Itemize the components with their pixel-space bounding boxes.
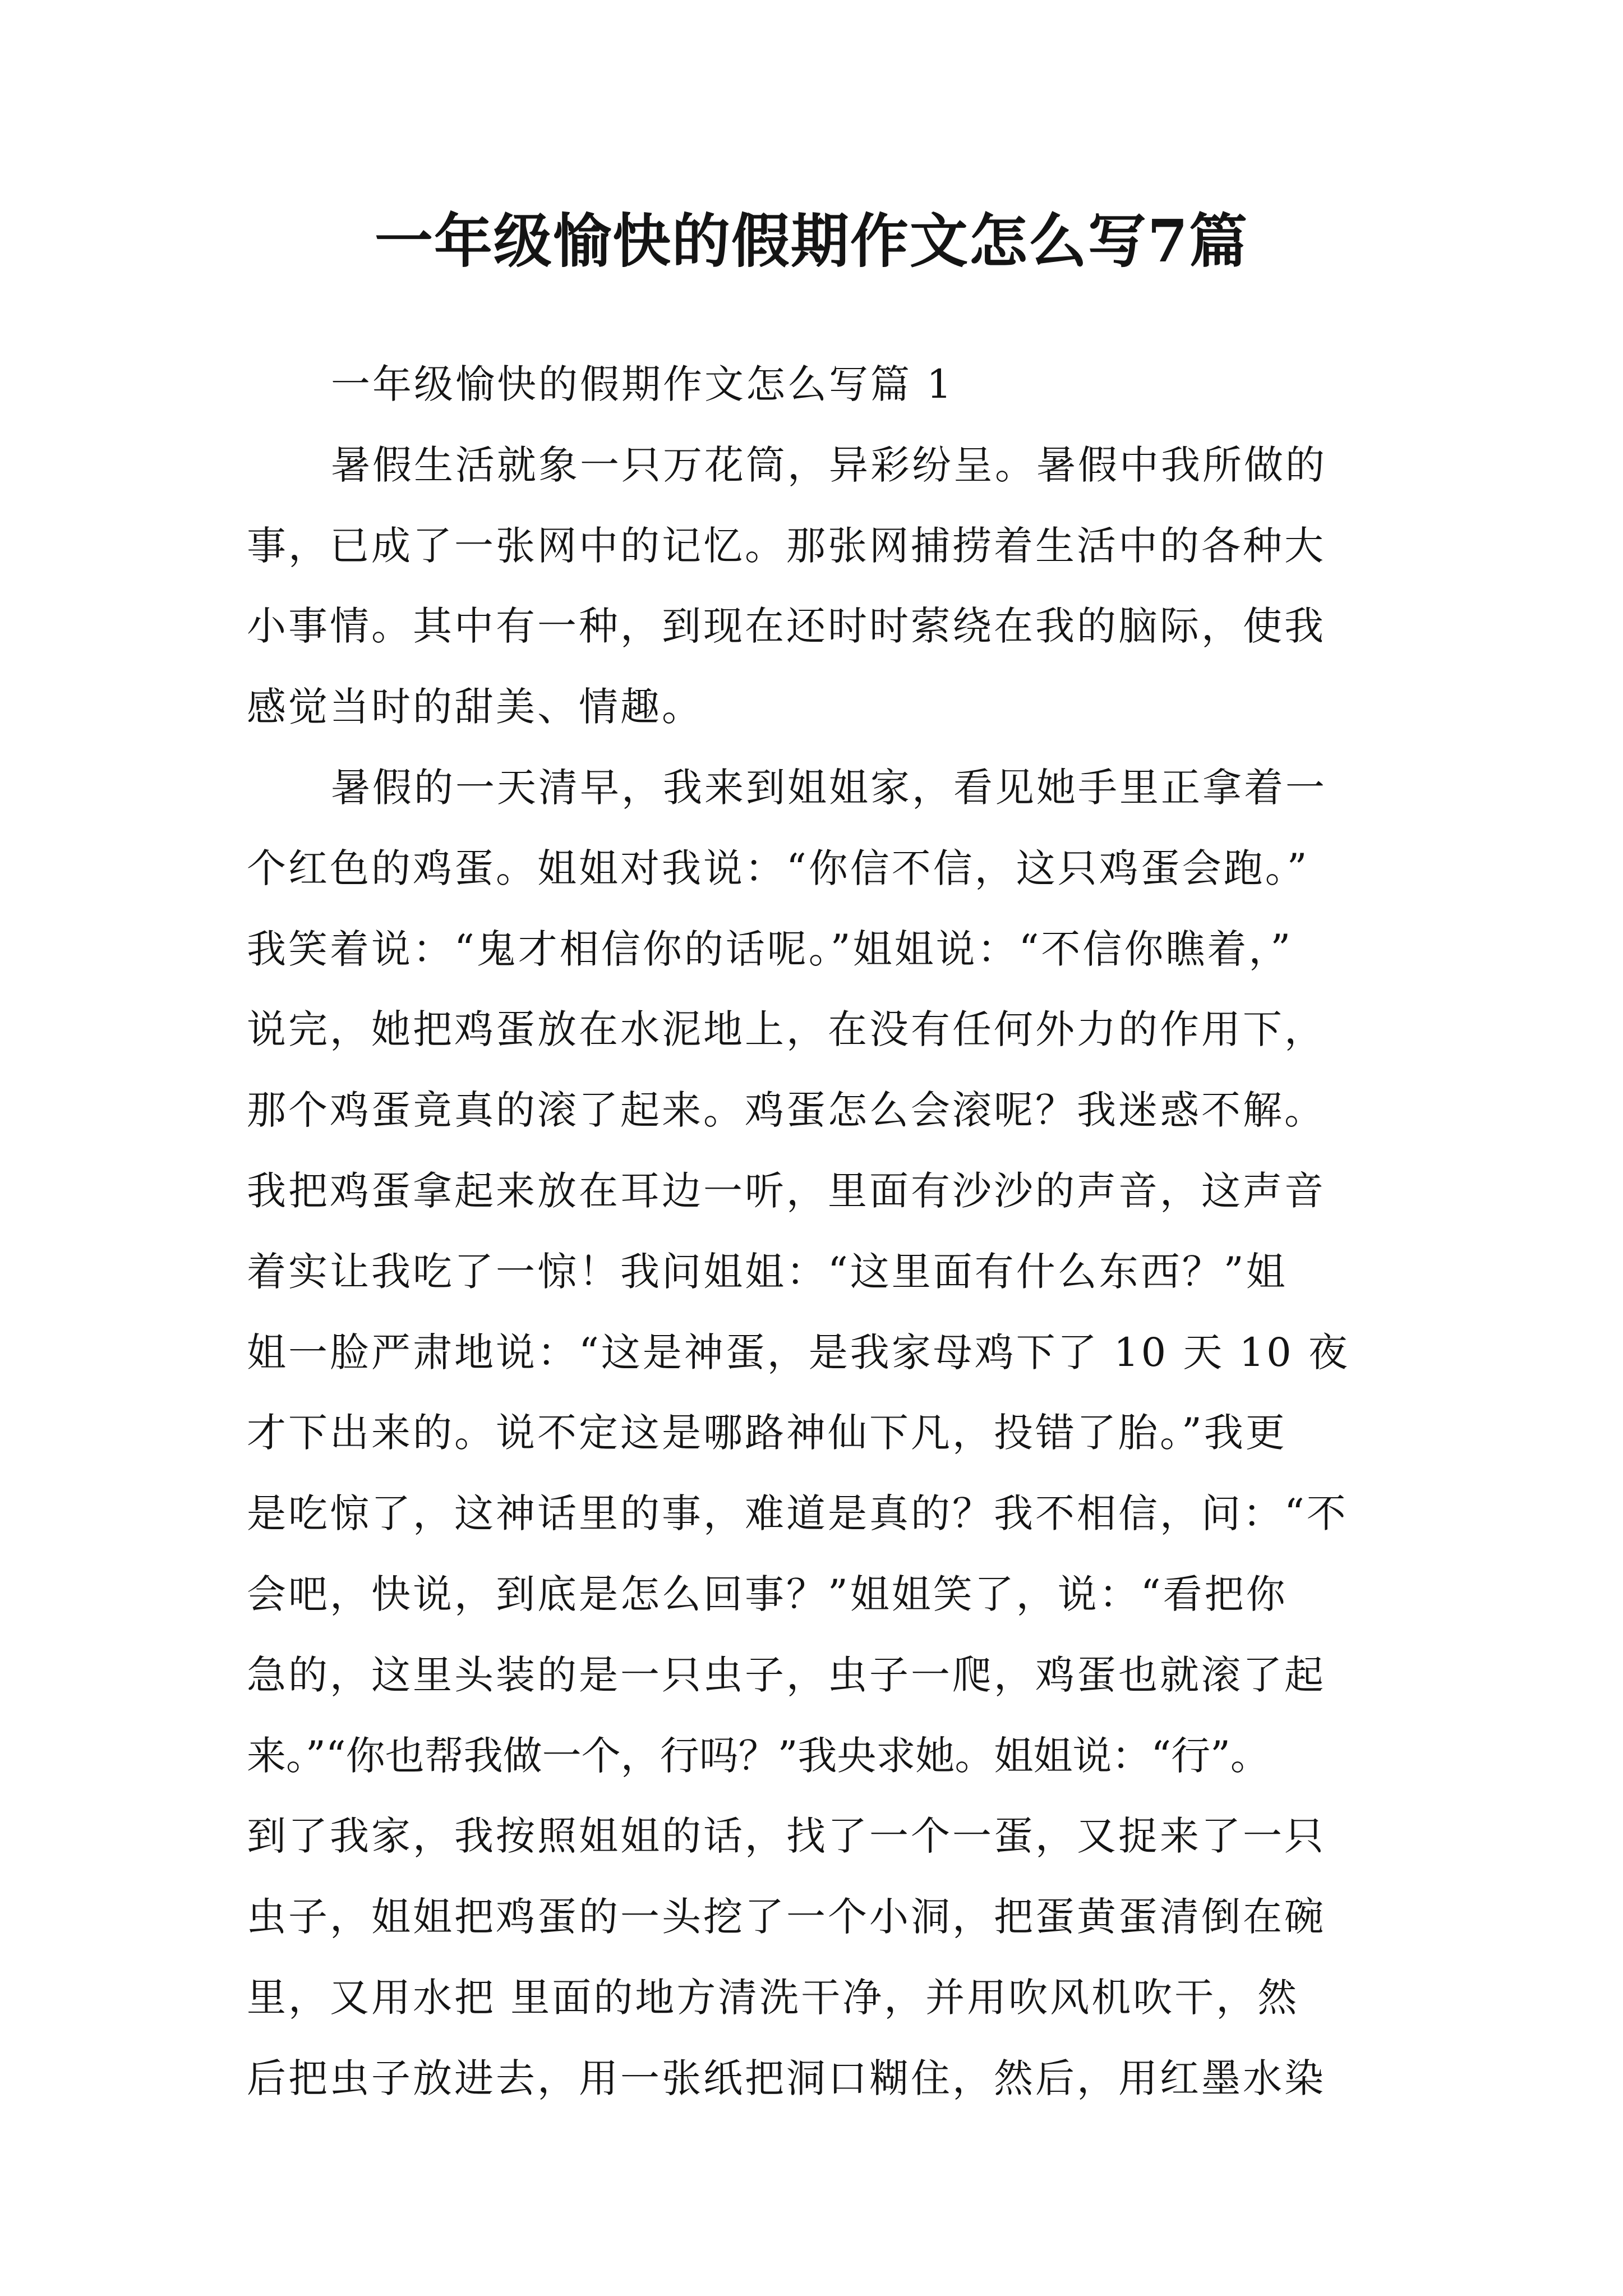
document-body <box>247 344 1481 2119</box>
text-line: 小事情。其中有一种，到现在还时时萦绕在我的脑际，使我 <box>247 603 1326 650</box>
text-line: 虫子，姐姐把鸡蛋的一头挖了一个小洞，把蛋黄蛋清倒在碗 <box>247 1894 1326 1940</box>
text-line: 感觉当时的甜美、情趣。 <box>247 684 703 730</box>
text-line: 来。”“你也帮我做一个，行吗？”我央求她。姐姐说：“行”。 <box>247 1732 1270 1779</box>
text-line: 后把虫子放进去，用一张纸把洞口糊住，然后，用红墨水染 <box>247 2055 1326 2101</box>
text-line: 事，已成了一张网中的记忆。那张网捕捞着生活中的各种大 <box>247 522 1326 569</box>
text-line: 里，又用水把 里面的地方清洗干净，并用吹风机吹干，然 <box>247 1974 1299 2021</box>
text-line: 着实让我吃了一惊！我问姐姐：“这里面有什么东西？”姐 <box>247 1248 1288 1295</box>
section-heading: 一年级愉快的假期作文怎么写篇 1 <box>331 361 954 407</box>
text-line: 才下出来的。说不定这是哪路神仙下凡，投错了胎。”我更 <box>247 1410 1287 1456</box>
text-line: 我笑着说：“鬼才相信你的话呢。”姐姐说：“不信你瞧着，” <box>247 926 1293 972</box>
text-line: 会吧，快说，到底是怎么回事？”姐姐笑了，说：“看把你 <box>247 1571 1288 1617</box>
text-line: 到了我家，我按照姐姐的话，找了一个一蛋，又捉来了一只 <box>247 1813 1326 1860</box>
text-line: 姐一脸严肃地说：“这是神蛋，是我家母鸡下了 10 天 10 夜 <box>247 1329 1350 1375</box>
text-line: 我把鸡蛋拿起来放在耳边一听，里面有沙沙的声音，这声音 <box>247 1167 1326 1214</box>
text-line: 急的，这里头装的是一只虫子，虫子一爬，鸡蛋也就滚了起 <box>247 1651 1326 1698</box>
text-line: 说完，她把鸡蛋放在水泥地上，在没有任何外力的作用下， <box>247 1006 1326 1053</box>
text-line: 是吃惊了，这神话里的事，难道是真的？我不相信，问：“不 <box>247 1490 1348 1537</box>
document-title: 一年级愉快的假期作文怎么写7篇 <box>374 206 1249 275</box>
text-line: 暑假生活就象一只万花筒，异彩纷呈。暑假中我所做的 <box>331 441 1327 488</box>
text-line: 暑假的一天清早，我来到姐姐家，看见她手里正拿着一 <box>331 764 1327 811</box>
text-line: 那个鸡蛋竟真的滚了起来。鸡蛋怎么会滚呢？我迷惑不解。 <box>247 1087 1326 1134</box>
text-line: 个红色的鸡蛋。姐姐对我说：“你信不信，这只鸡蛋会跑。” <box>247 845 1310 891</box>
